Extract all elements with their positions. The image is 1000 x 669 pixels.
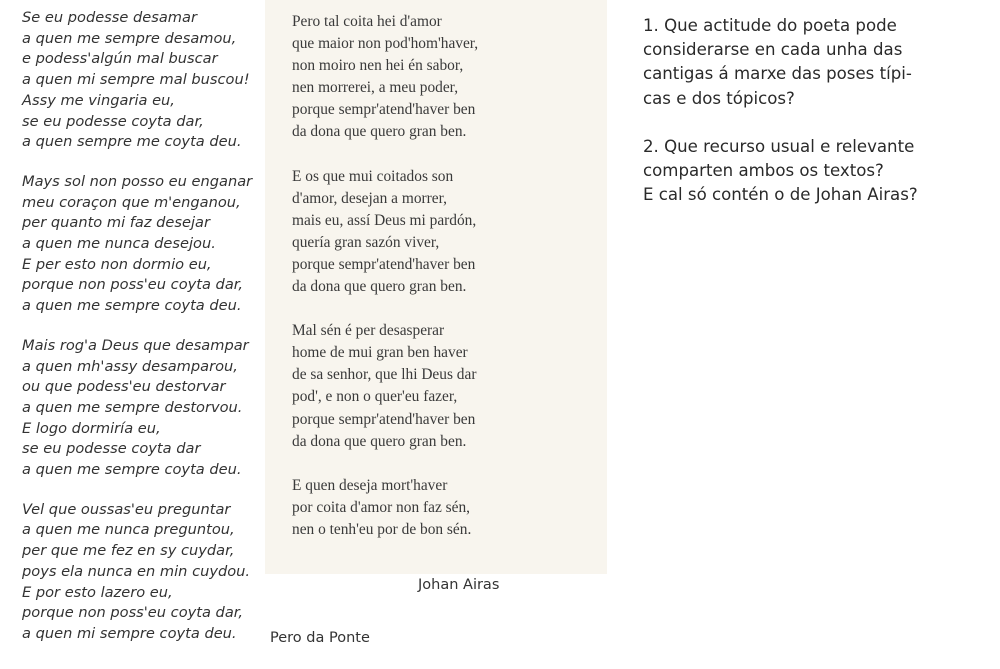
question-line: 2. Que recurso usual e relevante xyxy=(643,136,915,156)
author-johan-airas: Johan Airas xyxy=(418,577,500,593)
question-line: comparten ambos os textos? xyxy=(643,161,884,181)
poem-line: porque sempr'atend'haver ben xyxy=(292,410,476,428)
poem-line: da dona que quero gran ben. xyxy=(292,123,467,141)
poem-pero-da-ponte xyxy=(22,8,262,664)
questions xyxy=(643,14,993,231)
poem-line: se eu podesse coyta dar, xyxy=(22,112,204,130)
poem-stanza xyxy=(22,500,262,645)
poem-johan-airas xyxy=(292,11,592,563)
question-line: cas e dos tópicos? xyxy=(643,88,795,108)
poem-line: de sa senhor, que lhi Deus dar xyxy=(292,366,477,384)
poem-line: mais eu, assí Deus mi pardón, xyxy=(292,211,477,229)
question-line: E cal só contén o de Johan Airas? xyxy=(643,185,918,205)
poem-stanza xyxy=(22,8,262,153)
poem-stanza xyxy=(292,320,592,453)
poem-line: pod', e non o quer'eu fazer, xyxy=(292,388,458,406)
poem-line: a quen me sempre destorvou. xyxy=(22,398,243,416)
poem-line: d'amor, desejan a morrer, xyxy=(292,189,447,207)
poem-line: porque sempr'atend'haver ben xyxy=(292,101,476,119)
poem-line: non moiro nen hei én sabor, xyxy=(292,57,464,75)
question-line: 1. Que actitude do poeta pode xyxy=(643,16,897,35)
poem-line: Pero tal coita hei d'amor xyxy=(292,13,442,30)
poem-line: a quen sempre me coyta deu. xyxy=(22,133,242,151)
poem-stanza xyxy=(22,336,262,481)
poem-line: a quen mi sempre coyta deu. xyxy=(22,624,237,642)
poem-line: a quen me sempre coyta deu. xyxy=(22,297,242,315)
poem-line: E os que mui coitados son xyxy=(292,167,454,185)
poem-line: da dona que quero gran ben. xyxy=(292,432,467,450)
poem-line: a quen mi sempre mal buscou! xyxy=(22,71,250,89)
author-pero-da-ponte: Pero da Ponte xyxy=(270,630,370,646)
poem-line: a quen me sempre desamou, xyxy=(22,29,237,47)
poem-line: meu coraçon que m'enganou, xyxy=(22,193,241,211)
poem-line: porque non poss'eu coyta dar, xyxy=(22,276,244,294)
poem-line: se eu podesse coyta dar xyxy=(22,440,201,458)
poem-stanza xyxy=(292,166,592,299)
poem-line: nen o tenh'eu por de bon sén. xyxy=(292,520,472,538)
poem-line: E logo dormiría eu, xyxy=(22,419,161,437)
poem-line: e podess'algún mal buscar xyxy=(22,50,218,68)
poem-line: E per esto non dormio eu, xyxy=(22,255,212,273)
poem-line: per quanto mi faz desejar xyxy=(22,214,210,232)
question-line: considerarse en cada unha das xyxy=(643,40,903,60)
poem-line: a quen me sempre coyta deu. xyxy=(22,461,242,479)
poem-line: Mais rog'a Deus que desampar xyxy=(22,336,249,354)
question-line: cantigas á marxe das poses típi- xyxy=(643,64,912,84)
poem-line: a quen mh'assy desamparou, xyxy=(22,357,238,375)
poem-line: a quen me nunca preguntou, xyxy=(22,521,235,539)
poem-line: nen morrerei, a meu poder, xyxy=(292,79,459,97)
poem-line: poys ela nunca en min cuydou. xyxy=(22,562,251,580)
poem-line: porque non poss'eu coyta dar, xyxy=(22,604,244,622)
poem-line: E quen deseja mort'haver xyxy=(292,476,448,494)
poem-line: por coita d'amor non faz sén, xyxy=(292,498,470,516)
poem-line: ou que podess'eu destorvar xyxy=(22,378,226,396)
poem-line: E por esto lazero eu, xyxy=(22,583,173,601)
poem-line: quería gran sazón viver, xyxy=(292,233,440,251)
poem-line: Assy me vingaria eu, xyxy=(22,91,175,109)
poem-line: a quen me nunca desejou. xyxy=(22,235,216,253)
poem-line: da dona que quero gran ben. xyxy=(292,278,467,296)
question-2 xyxy=(643,135,993,208)
poem-line: Mal sén é per desasperar xyxy=(292,322,445,340)
question-1 xyxy=(643,14,993,111)
poem-line: Mays sol non posso eu enganar xyxy=(22,172,253,190)
poem-line: Vel que oussas'eu preguntar xyxy=(22,500,231,518)
poem-stanza xyxy=(292,11,592,144)
poem-stanza xyxy=(292,475,592,541)
poem-line: que maior non pod'hom'haver, xyxy=(292,35,479,53)
poem-line: per que me fez en sy cuydar, xyxy=(22,542,235,560)
poem-line: home de mui gran ben haver xyxy=(292,344,468,362)
poem-stanza xyxy=(22,172,262,317)
poem-line: Se eu podesse desamar xyxy=(22,9,197,26)
poem-line: porque sempr'atend'haver ben xyxy=(292,255,476,273)
